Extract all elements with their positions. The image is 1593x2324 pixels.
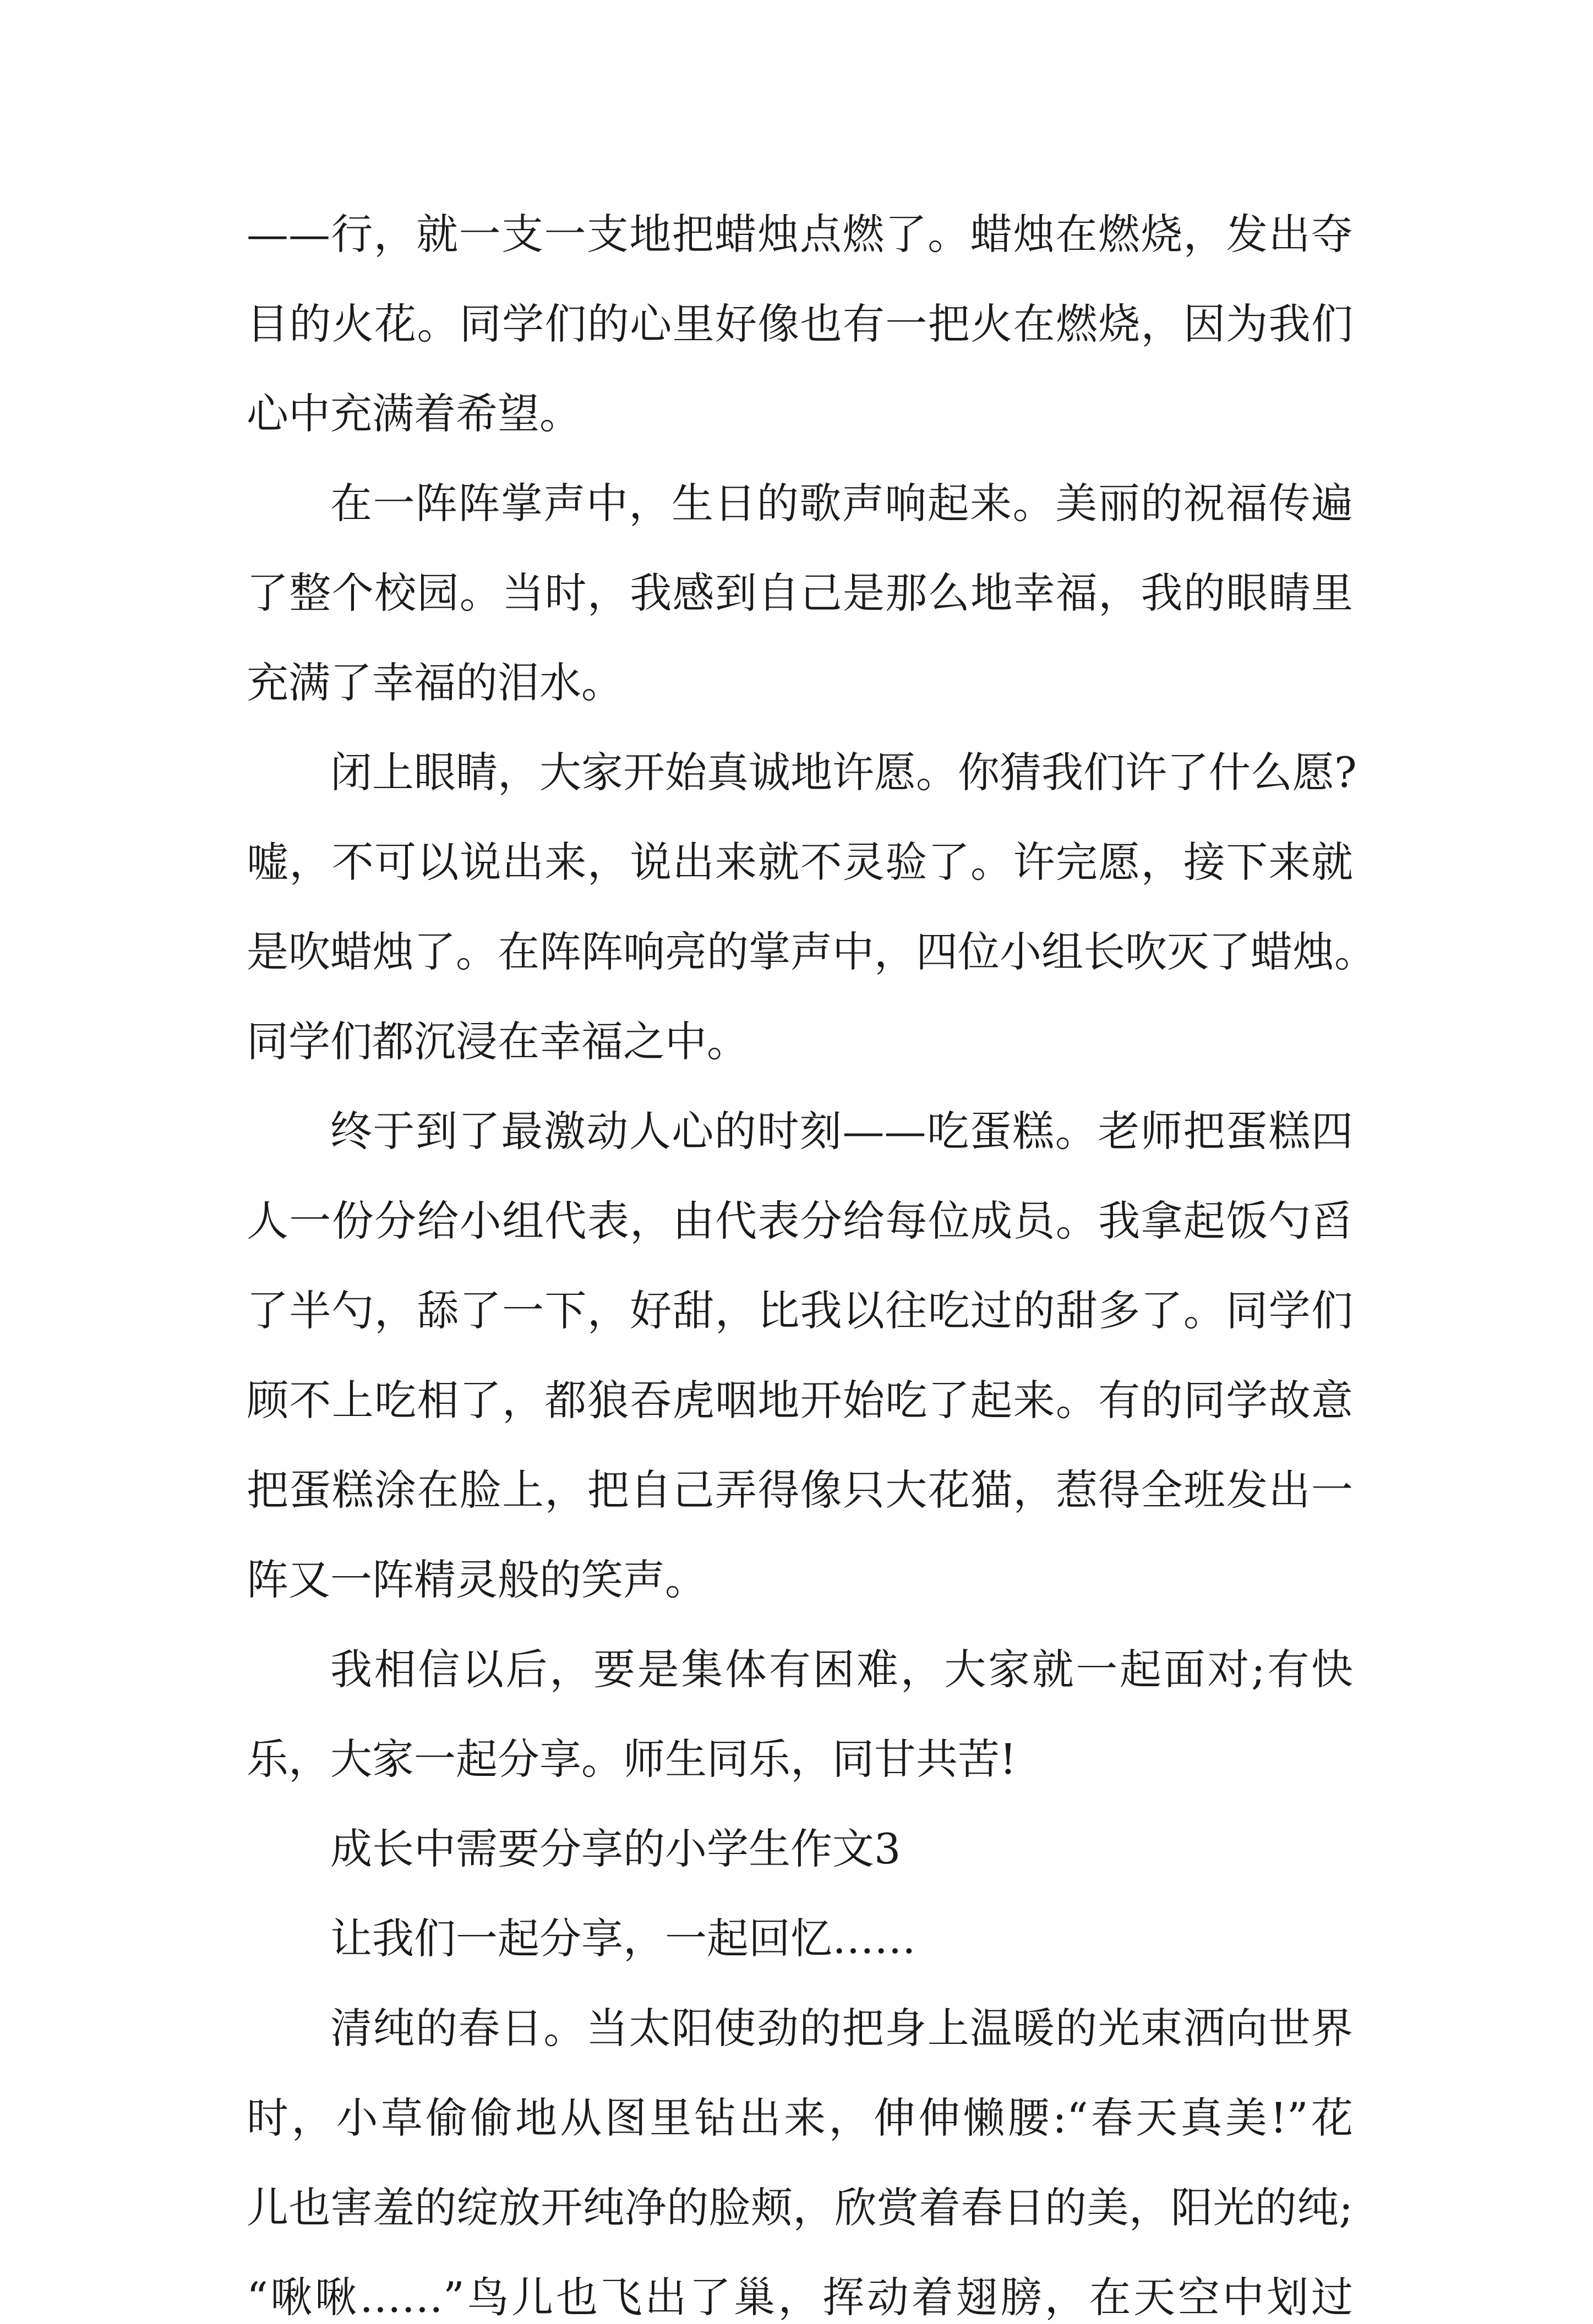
paragraph-first-line: 清纯的春日。当太阳使劲的把身上温暖的光束洒向世界 bbox=[330, 2004, 1353, 2053]
text-line: 是吹蜡烛了。在阵阵响亮的掌声中，四位小组长吹灭了蜡烛。 bbox=[247, 927, 1376, 976]
text-line: 目的火花。同学们的心里好像也有一把火在燃烧，因为我们 bbox=[247, 299, 1353, 348]
text-line: 顾不上吃相了，都狼吞虎咽地开始吃了起来。有的同学故意 bbox=[247, 1376, 1353, 1425]
text-line: 阵又一阵精灵般的笑声。 bbox=[247, 1555, 707, 1604]
text-line: 嘘，不可以说出来，说出来就不灵验了。许完愿，接下来就 bbox=[247, 838, 1353, 887]
text-line: 儿也害羞的绽放开纯净的脸颊，欣赏着春日的美，阳光的纯; bbox=[247, 2183, 1353, 2232]
paragraph-first-line: 我相信以后，要是集体有困难，大家就一起面对;有快 bbox=[330, 1645, 1353, 1694]
text-line: 乐，大家一起分享。师生同乐，同甘共苦! bbox=[247, 1735, 1017, 1784]
text-line: 把蛋糕涂在脸上，把自己弄得像只大花猫，惹得全班发出一 bbox=[247, 1466, 1353, 1514]
text-line: 时，小草偷偷地从图里钻出来，伸伸懒腰:“春天真美!”花 bbox=[247, 2093, 1353, 2142]
text-line: 充满了幸福的泪水。 bbox=[247, 658, 623, 707]
section-title: 成长中需要分享的小学生作文3 bbox=[330, 1824, 901, 1873]
text-line: “啾啾……”鸟儿也飞出了巢，挥动着翅膀，在天空中划过 bbox=[247, 2273, 1353, 2322]
text-line: 同学们都沉浸在幸福之中。 bbox=[247, 1017, 749, 1066]
paragraph-first-line: 闭上眼睛，大家开始真诚地许愿。你猜我们许了什么愿? bbox=[330, 748, 1357, 797]
paragraph-first-line: 在一阵阵掌声中，生日的歌声响起来。美丽的祝福传遍 bbox=[330, 479, 1353, 528]
text-line: 了半勺，舔了一下，好甜，比我以往吃过的甜多了。同学们 bbox=[247, 1286, 1353, 1335]
paragraph-first-line: 让我们一起分享，一起回忆…… bbox=[330, 1914, 916, 1963]
text-line: 心中充满着希望。 bbox=[247, 389, 581, 438]
paragraph-first-line: 终于到了最激动人心的时刻——吃蛋糕。老师把蛋糕四 bbox=[330, 1107, 1353, 1156]
text-line: ——行，就一支一支地把蜡烛点燃了。蜡烛在燃烧，发出夺 bbox=[247, 210, 1353, 259]
text-line: 人一份分给小组代表，由代表分给每位成员。我拿起饭勺舀 bbox=[247, 1196, 1353, 1245]
text-line: 了整个校园。当时，我感到自己是那么地幸福，我的眼睛里 bbox=[247, 568, 1353, 617]
